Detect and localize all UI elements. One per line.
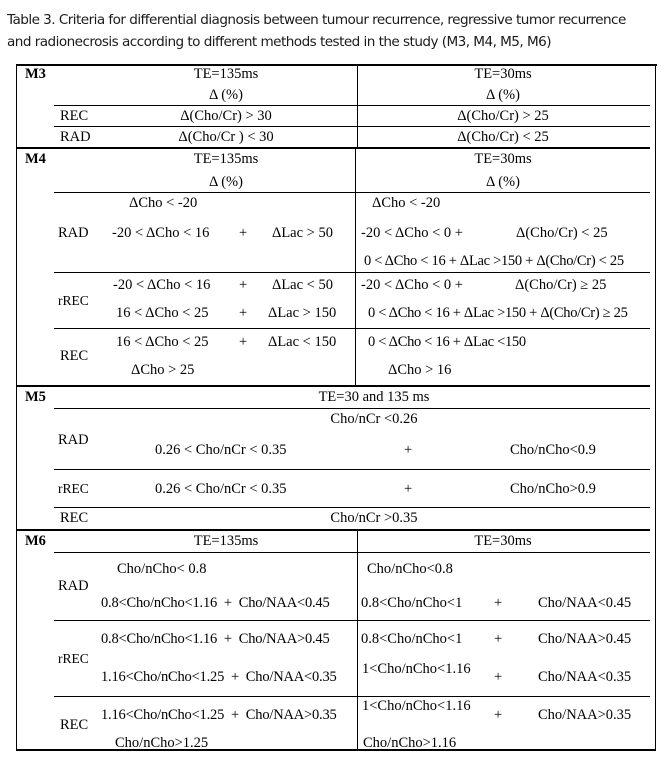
m4-rec-left-1a: 16 < ΔCho < 25 — [116, 334, 209, 350]
m6-rec-right-1a: 1<Cho/nCho<1.16 — [362, 698, 471, 714]
m6-rrec-right-1b: Cho/NAA>0.45 — [538, 631, 632, 647]
m4-rrec-left-2b: ΔLac > 150 — [268, 305, 337, 321]
m5-rad-line2plus: + — [404, 442, 413, 458]
row-label-rad: RAD — [58, 578, 89, 594]
section-divider — [16, 385, 650, 387]
caption-line-1: Table 3. Criteria for differential diagnosis between tumour recurrence, regressive tumor recurrence — [7, 12, 626, 28]
m3-rec-left: Δ(Cho/Cr) > 30 — [180, 108, 272, 124]
m6-rrec-right-2plus: + — [494, 669, 503, 685]
section-divider — [16, 147, 650, 149]
method-label-m5: M5 — [25, 389, 46, 405]
divider — [54, 469, 650, 470]
m5-rrec-a: 0.26 < Cho/nCr < 0.35 — [155, 481, 287, 497]
section-divider — [16, 529, 650, 531]
m4-rad-right-2b: Δ(Cho/Cr) < 25 — [516, 225, 608, 241]
m4-rrec-right-1a: -20 < ΔCho < 0 + — [361, 277, 463, 293]
m4-rad-right-3: 0 < ΔCho < 16 + ΔLac >150 + Δ(Cho/Cr) < 25 — [364, 253, 624, 269]
divider — [54, 272, 650, 273]
m5-rad-line2a: 0.26 < Cho/nCr < 0.35 — [155, 442, 287, 458]
m6-rec-left-1: 1.16<Cho/nCho<1.25 + Cho/NAA>0.35 — [101, 707, 337, 723]
row-label-rad: RAD — [58, 225, 89, 241]
divider — [54, 126, 650, 127]
divider — [54, 552, 650, 553]
divider — [54, 507, 650, 508]
m4-rad-right-2a: -20 < ΔCho < 0 + — [361, 225, 463, 241]
m6-rad-right-2a: 0.8<Cho/nCho<1 — [361, 595, 463, 611]
m4-rec-left-2: ΔCho > 25 — [131, 362, 195, 378]
row-label-rec: REC — [60, 510, 89, 526]
m4-rrec-left-1a: -20 < ΔCho < 16 — [113, 277, 211, 293]
caption-line-2: and radionecrosis according to different methods tested in the study (M3, M4, M5, M6) — [7, 34, 551, 50]
m4-rec-left-1b: ΔLac < 150 — [268, 334, 337, 350]
m6-rad-right-2b: Cho/NAA<0.45 — [538, 595, 632, 611]
m5-rad-line1: Cho/nCr <0.26 — [330, 411, 418, 427]
row-label-rrec: rREC — [58, 481, 89, 496]
method-label-m3: M3 — [25, 66, 46, 82]
row-label-rec: REC — [60, 717, 89, 733]
m6-rrec-left-2: 1.16<Cho/nCho<1.25 + Cho/NAA<0.35 — [101, 669, 337, 685]
m3-rec-right: Δ(Cho/Cr) > 25 — [457, 108, 549, 124]
m4-rec-right-2: ΔCho > 16 — [388, 362, 452, 378]
m4-rad-right-1: ΔCho < -20 — [372, 195, 441, 211]
divider — [54, 408, 650, 409]
m4-rec-right-1: 0 < ΔCho < 16 + ΔLac <150 — [368, 334, 526, 350]
row-label-rec: REC — [60, 108, 89, 124]
m6-rad-left-1: Cho/nCho< 0.8 — [117, 561, 207, 577]
m3-rad-left: Δ(Cho/Cr ) < 30 — [178, 129, 274, 145]
m4-rec-left-1plus: + — [239, 334, 248, 350]
m6-rrec-right-1plus: + — [494, 631, 503, 647]
table-bottom-border — [16, 749, 656, 751]
m3-te-left: TE=135ms — [193, 66, 259, 82]
m4-rrec-right-1b: Δ(Cho/Cr) ≥ 25 — [515, 277, 607, 293]
method-label-m6: M6 — [25, 533, 46, 549]
m4-te-left: TE=135ms — [193, 151, 259, 167]
divider — [54, 620, 650, 621]
m4-rrec-left-2plus: + — [239, 305, 248, 321]
m4-delta-right: Δ (%) — [486, 174, 520, 190]
m6-rrec-right-2a: 1<Cho/nCho<1.16 — [362, 661, 471, 677]
m3-te-right: TE=30ms — [474, 66, 532, 82]
m5-rrec-plus: + — [404, 481, 413, 497]
m4-rad-left-1: ΔCho < -20 — [129, 195, 198, 211]
m6-rec-right-1b: Cho/NAA>0.35 — [538, 707, 632, 723]
m4-delta-left: Δ (%) — [209, 174, 243, 190]
m6-rad-right-2plus: + — [494, 595, 503, 611]
divider — [54, 328, 650, 329]
column-divider — [357, 66, 358, 147]
column-divider — [355, 149, 356, 385]
table-left-border — [16, 64, 17, 750]
m5-rad-line2b: Cho/nCho<0.9 — [510, 442, 596, 458]
row-label-rad: RAD — [60, 129, 91, 145]
row-label-rrec: rREC — [58, 293, 89, 308]
m6-rrec-right-1a: 0.8<Cho/nCho<1 — [361, 631, 463, 647]
m5-rrec-b: Cho/nCho>0.9 — [510, 481, 596, 497]
row-label-rec: REC — [60, 348, 89, 364]
m5-te: TE=30 and 135 ms — [318, 389, 430, 405]
m5-rec-value: Cho/nCr >0.35 — [330, 510, 418, 526]
m6-rec-right-2: Cho/nCho>1.16 — [363, 735, 457, 751]
m4-te-right: TE=30ms — [474, 151, 532, 167]
m4-rad-left-2a: -20 < ΔCho < 16 — [112, 225, 210, 241]
m3-delta-right: Δ (%) — [486, 87, 520, 103]
row-label-rad: RAD — [58, 432, 89, 448]
m6-rrec-left-1: 0.8<Cho/nCho<1.16 + Cho/NAA>0.45 — [101, 631, 330, 647]
m6-rad-right-1: Cho/nCho<0.8 — [367, 561, 453, 577]
m4-rrec-left-1b: ΔLac < 50 — [272, 277, 333, 293]
m6-rrec-right-2b: Cho/NAA<0.35 — [538, 669, 632, 685]
m6-te-left: TE=135ms — [193, 533, 259, 549]
m4-rad-left-2b: ΔLac > 50 — [272, 225, 333, 241]
m6-rad-left-2: 0.8<Cho/nCho<1.16 + Cho/NAA<0.45 — [101, 595, 330, 611]
m4-rad-left-2plus: + — [239, 225, 248, 241]
method-label-m4: M4 — [25, 151, 46, 167]
m4-rrec-right-2: 0 < ΔCho < 16 + ΔLac >150 + Δ(Cho/Cr) ≥ 25 — [368, 305, 628, 321]
m6-rec-left-2: Cho/nCho>1.25 — [115, 735, 209, 751]
divider — [54, 105, 650, 106]
column-divider — [357, 531, 358, 750]
m4-rrec-left-2a: 16 < ΔCho < 25 — [116, 305, 209, 321]
row-label-rrec: rREC — [58, 651, 89, 666]
m6-te-right: TE=30ms — [474, 533, 532, 549]
table-top-border — [16, 64, 657, 66]
m3-delta-left: Δ (%) — [209, 87, 243, 103]
m3-rad-right: Δ(Cho/Cr) < 25 — [457, 129, 549, 145]
divider — [54, 192, 650, 193]
table-right-border — [655, 64, 656, 750]
m4-rrec-left-1plus: + — [239, 277, 248, 293]
m6-rec-right-1plus: + — [494, 707, 503, 723]
divider — [54, 696, 650, 697]
